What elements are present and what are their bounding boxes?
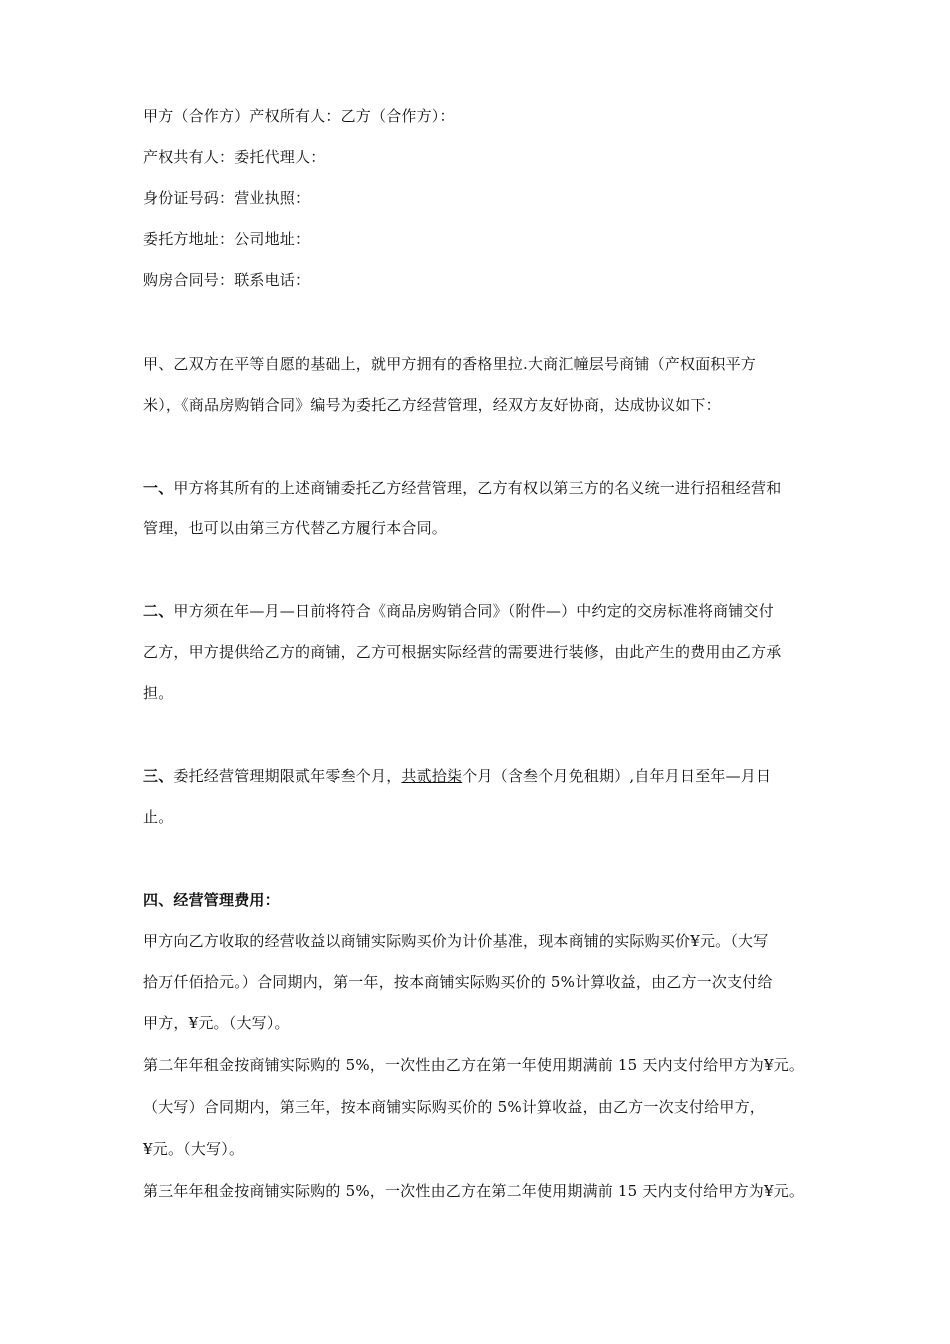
address-line: 委托方地址：公司地址： xyxy=(143,230,311,248)
clause-3-line xyxy=(143,766,771,786)
clause-4-line: 第三年年租金按商铺实际购的 5%，一次性由乙方在第二年使用期满前 15 天内支付给甲方为¥元。 xyxy=(143,1182,805,1200)
co-owner-line: 产权共有人：委托代理人： xyxy=(143,148,326,166)
clause-1-line: 管理，也可以由第三方代替乙方履行本合同。 xyxy=(143,519,448,537)
clause-1-text: 甲方将其所有的上述商铺委托乙方经营管理，乙方有权以第三方的名义统一进行招租经营和 xyxy=(173,479,782,497)
clause-4-line: 甲方，¥元。（大写）。 xyxy=(143,1014,290,1032)
clause-4-line: ¥元。（大写）。 xyxy=(143,1140,245,1158)
intro-line: 米），《商品房购销合同》编号为委托乙方经营管理，经双方友好协商，达成协议如下： xyxy=(143,396,721,414)
clause-4-line: 拾万仟佰拾元。）合同期内，第一年，按本商铺实际购买价的 5%计算收益，由乙方一次支付给 xyxy=(143,973,773,991)
clause-3-line: 止。 xyxy=(143,808,174,826)
clause-3-text: 委托经营管理期限贰年零叁个月， xyxy=(173,767,402,785)
clause-1-number: 一、 xyxy=(143,479,174,497)
clause-4-line: （大写）合同期内，第三年，按本商铺实际购买价的 5%计算收益，由乙方一次支付给甲方， xyxy=(143,1098,765,1116)
contract-number-line: 购房合同号：联系电话： xyxy=(143,271,311,289)
clause-2-text: 甲方须在年—月—日前将符合《商品房购销合同》（附件—）中约定的交房标准将商铺交付 xyxy=(173,602,774,620)
clause-4-line: 甲方向乙方收取的经营收益以商铺实际购买价为计价基准，现本商铺的实际购买价¥元。（大写 xyxy=(143,932,769,950)
clause-2-line: 担。 xyxy=(143,684,174,702)
clause-2-line: 乙方，甲方提供给乙方的商铺，乙方可根据实际经营的需要进行装修，由此产生的费用由乙方承 xyxy=(143,643,782,661)
party-line: 甲方（合作方）产权所有人：乙方（合作方）： xyxy=(143,107,455,125)
clause-2-number: 二、 xyxy=(143,602,174,620)
clause-2-line xyxy=(143,601,774,621)
intro-line: 甲、乙双方在平等自愿的基础上，就甲方拥有的香格里拉.大商汇幢层号商铺（产权面积平方 xyxy=(143,355,756,373)
clause-4-heading: 四、经营管理费用： xyxy=(143,891,280,909)
clause-3-underlined-text: 共贰拾柒 xyxy=(401,767,463,785)
clause-3-number: 三、 xyxy=(143,767,174,785)
clause-1-line xyxy=(143,478,781,498)
id-number-line: 身份证号码：营业执照： xyxy=(143,189,311,207)
clause-4-line: 第二年年租金按商铺实际购的 5%，一次性由乙方在第一年使用期满前 15 天内支付给甲方为¥元。 xyxy=(143,1056,805,1074)
clause-3-text: 个月（含叁个月免租期）,自年月日至年—月日 xyxy=(462,767,772,785)
